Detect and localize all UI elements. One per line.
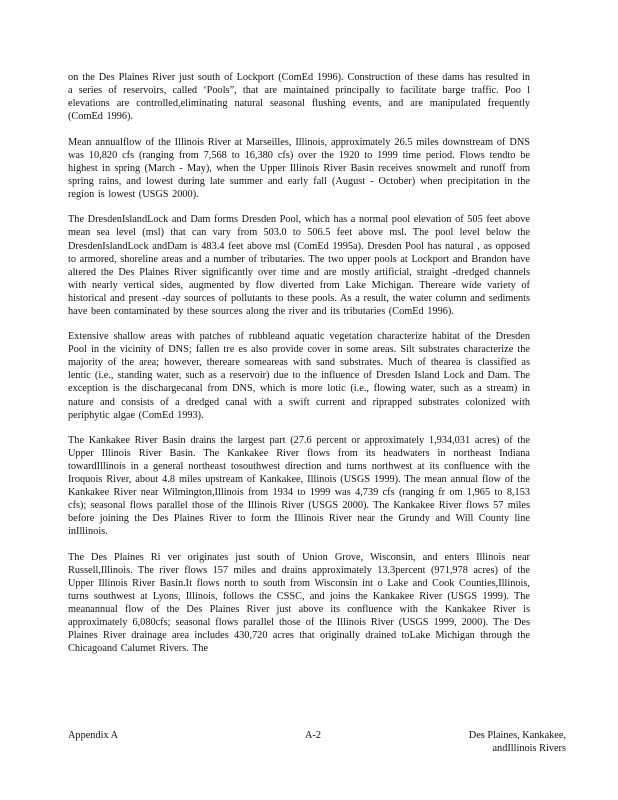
paragraph-dresden-pool: The DresdenIslandLock and Dam forms Dresden Pool, which has a normal pool elevation of 505 feet above mean sea level (msl) that can vary from 503.0 to 506.5 feet above msl. The pool level below the DresdenIslandLock andDam is 483.4 feet above msl (ComEd 1995a). Dresden Pool has natural , as opposed to armored, shoreline areas and a number of tributaries. The two upper pools at Lockport and Brandon have altered the Des Plaines River significantly over time and are mostly artificial, straight -dredged channels with nearly vertical sides, augmented by flow diverted from Lake Michigan. Thereare wide variety of historical and present -day sources of pollutants to these pools. As a result, the water column and sediments have been contaminated by these sources along the river and its tributaries (ComEd 1996).: [68, 214, 530, 317]
footer-section-title-line2: andIllinois Rivers: [492, 743, 566, 754]
paragraph-des-plaines-river: The Des Plaines Ri ver originates just south of Union Grove, Wisconsin, and enters Illinois near Russell,Illinois. The river flows 157 miles and drains approximately 13.3percent (971,978 acres) of the Upper Illinois River Basin.It flows north to south from Wisconsin int o Lake and Cook Counties,Illinois, turns southwest at Lyons, Illinois, follows the CSSC, and joins the Kankakee River (USGS 1999). The meanannual flow of the Des Plaines River just above its confluence with the Kankakee River is approximately 6,080cfs; seasonal flows parallel those of the Illinois River (USGS 1999, 2000). The Des Plaines River drainage area includes 430,720 acres that originally drained toLake Michigan through the Chicagoand Calumet Rivers. The: [68, 552, 530, 655]
paragraph-illinois-river-flow: Mean annualflow of the Illinois River at Marseilles, Illinois, approximately 26.5 miles downstream of DNS was 10,820 cfs (ranging from 7,568 to 16,380 cfs) over the 1920 to 1999 time period. Flows tendto be highest in spring (March - May), when the Upper Illinois River Basin receives snowmelt and runoff from spring rains, and lowest during late summer and early fall (August - October) when precipitation in the region is lowest (USGS 2000).: [68, 136, 530, 200]
footer-section-title: [406, 729, 566, 755]
body-text: [68, 71, 530, 668]
footer-page-number: A-2: [305, 730, 322, 741]
paragraph-kankakee-river: The Kankakee River Basin drains the largest part (27.6 percent or approximately 1,934,031 acres) of the Upper Illinois River Basin. The Kankakee River flows from its headwaters in northeast Indiana towardIllinois in a general northeast tosouthwest direction and turns northwest at its confluence with the Iroquois River, about 4.8 miles upstream of Kankakee, Illinois (USGS 1999). The mean annual flow of the Kankakee River near Wilmington,Illinois from 1934 to 1999 was 4,739 cfs (ranging fr om 1,965 to 8,153 cfs); seasonal flows parallel those of the Illinois River (USGS 2000). The Kankakee River flows 57 miles before joining the Des Plaines River to form the Illinois River near the Grundy and Will County line inIllinois.: [68, 435, 530, 538]
footer-section-title-line1: Des Plaines, Kankakee,: [468, 730, 566, 741]
page-footer: [68, 729, 566, 759]
footer-appendix-label: Appendix A: [68, 730, 119, 741]
paragraph-pool-management: on the Des Plaines River just south of Lockport (ComEd 1996). Construction of these dams has resulted in a series of reservoirs, called ‘Pools”, that are maintained principally to facilitate barge traffic. Poo l elevations are controlled,eliminating natural seasonal flushing events, and are manipulated frequently (ComEd 1996).: [68, 72, 530, 123]
paragraph-dresden-habitat: Extensive shallow areas with patches of rubbleand aquatic vegetation characterize habitat of the Dresden Pool in the vicinity of DNS; fallen tre es also provide cover in some areas. Silt substrates characterize the majority of the area; however, thereare someareas with sand substrates. Much of thearea is classified as lentic (i.e., standing water, such as a reservoir) due to the influence of Dresden Island Lock and Dam. The exception is the dischargecanal from DNS, which is more lotic (i.e., flowing water, such as a stream) in nature and consists of a dredged canal with a swift current and riprapped substrates colonized with periphytic algae (ComEd 1993).: [68, 331, 530, 421]
